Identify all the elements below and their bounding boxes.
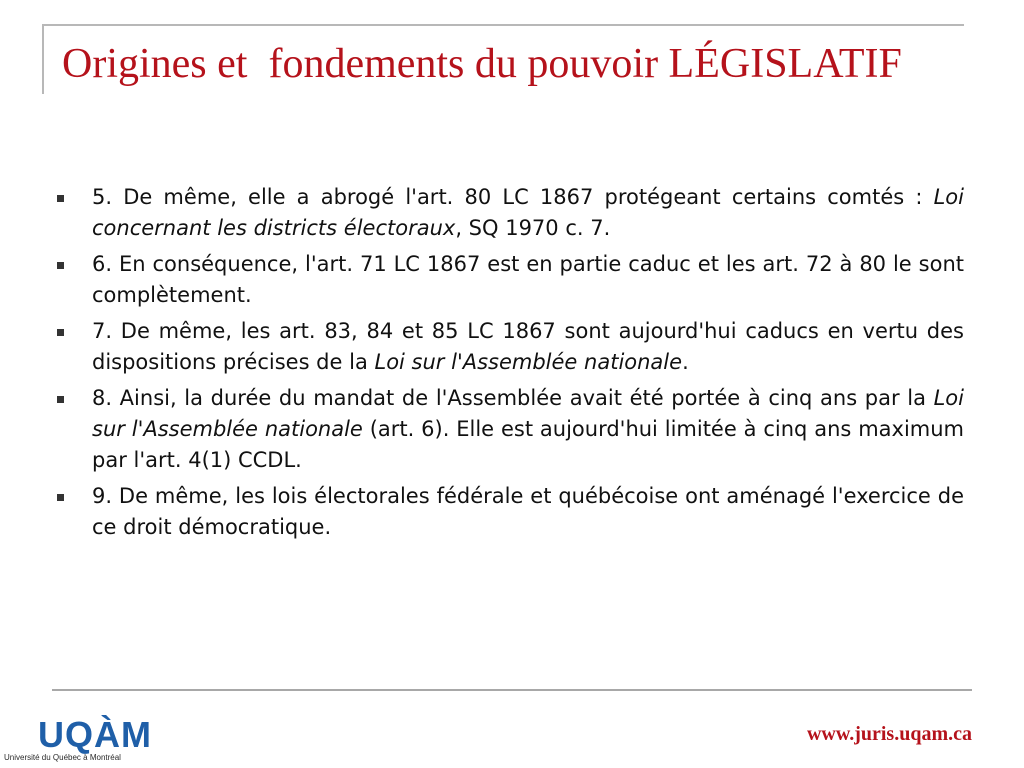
square-bullet-icon (57, 195, 64, 202)
bullet-item (52, 182, 964, 244)
square-bullet-icon (57, 396, 64, 403)
website-link[interactable]: www.juris.uqam.ca (806, 723, 972, 745)
bullet-text: 5. De même, elle a abrogé l'art. 80 LC 1867 protégeant certains comtés : (92, 185, 934, 209)
bullet-text-end: (art. 6). Elle est aujourd'hui limitée à cinq ans maximum par l'art. 4(1) CCDL. (92, 417, 964, 472)
bullet-text: 6. En conséquence, l'art. 71 LC 1867 est en partie caduc et les art. 72 à 80 le sont complètement. (92, 252, 964, 307)
footer-rule (52, 689, 972, 691)
bullet-item (52, 249, 964, 311)
bullet-text-end: . (682, 350, 689, 374)
square-bullet-icon (57, 329, 64, 336)
square-bullet-icon (57, 494, 64, 501)
bullet-text: 8. Ainsi, la durée du mandat de l'Assemblée avait été portée à cinq ans par la (92, 386, 934, 410)
logo-subtitle: Université du Québec à Montréal (4, 753, 121, 762)
bullet-item (52, 316, 964, 378)
bullet-text: 7. De même, les art. 83, 84 et 85 LC 1867 sont aujourd'hui caducs en vertu des dispositions précises de la (92, 319, 964, 374)
bullet-law-title: Loi concernant les districts électoraux (92, 185, 964, 240)
slide-content (52, 182, 964, 548)
bullet-text: 9. De même, les lois électorales fédérale et québécoise ont aménagé l'exercice de ce droit démocratique. (92, 484, 964, 539)
title-left-rule (42, 26, 44, 94)
square-bullet-icon (57, 262, 64, 269)
bullet-item (52, 481, 964, 543)
bullet-item (52, 383, 964, 476)
title-top-rule (42, 24, 964, 26)
bullet-law-title: Loi sur l'Assemblée nationale (374, 350, 683, 374)
bullet-list (52, 182, 964, 543)
slide-title: Origines et fondements du pouvoir LÉGISLATIF (62, 41, 902, 87)
logo-wordmark: UQÀM (38, 714, 152, 755)
uqam-logo (4, 716, 154, 764)
bullet-law-title: Loi sur l'Assemblée nationale (92, 386, 964, 441)
bullet-text-end: , SQ 1970 c. 7. (455, 216, 611, 240)
